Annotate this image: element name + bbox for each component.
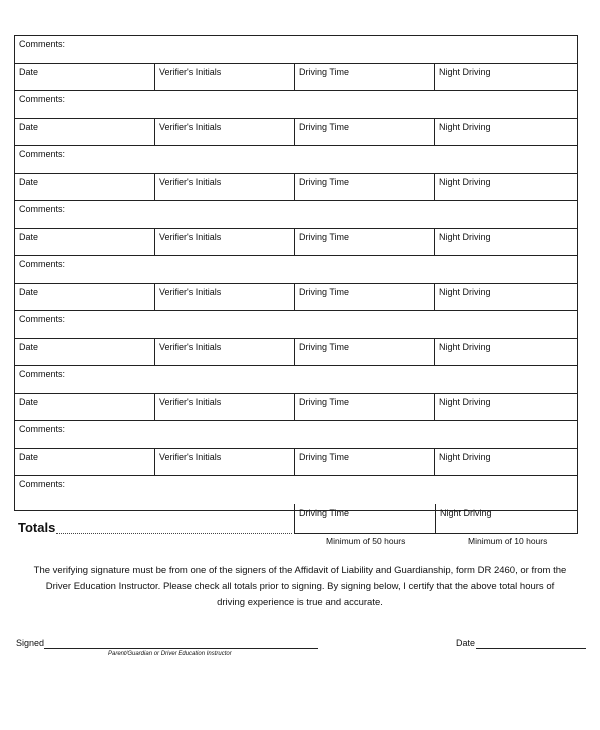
log-entry-row [15, 394, 577, 421]
date-cell[interactable]: Date [15, 449, 155, 475]
driving-time-cell[interactable]: Driving Time [295, 119, 435, 145]
comments-row[interactable] [15, 36, 577, 64]
verifier-initials-cell[interactable]: Verifier's Initials [155, 449, 295, 475]
verifier-initials-cell[interactable]: Verifier's Initials [155, 174, 295, 200]
driving-time-cell[interactable]: Driving Time [295, 229, 435, 255]
comments-label: Comments: [19, 94, 66, 104]
comments-row[interactable] [15, 311, 577, 339]
driving-time-cell[interactable]: Driving Time [295, 449, 435, 475]
driving-minimum-note: Minimum of 50 hours [326, 536, 406, 546]
comments-label: Comments: [19, 149, 66, 159]
date-cell[interactable]: Date [15, 339, 155, 365]
totals-label: Totals [18, 520, 56, 535]
totals-box [294, 504, 578, 534]
log-entry-row [15, 174, 577, 201]
comments-row[interactable] [15, 201, 577, 229]
night-driving-cell[interactable]: Night Driving [439, 342, 491, 352]
signer-caption: Parent/Guardian or Driver Education Instructor [108, 651, 232, 657]
driving-time-cell[interactable]: Driving Time [295, 284, 435, 310]
statement-line-1: The verifying signature must be from one of the signers of the Affidavit of Liability and Guardianship, form DR 2460, or from the [33, 565, 567, 576]
verifier-initials-cell[interactable]: Verifier's Initials [155, 284, 295, 310]
night-driving-cell[interactable]: Night Driving [439, 452, 491, 462]
date-cell[interactable]: Date [15, 229, 155, 255]
comments-label: Comments: [19, 369, 66, 379]
date-cell[interactable]: Date [15, 284, 155, 310]
comments-row[interactable] [15, 146, 577, 174]
log-entry-row [15, 229, 577, 256]
night-driving-cell[interactable]: Night Driving [439, 232, 491, 242]
date-line[interactable] [476, 648, 586, 649]
date-label: Date [456, 638, 476, 648]
log-entry-row [15, 449, 577, 476]
signature-line[interactable] [44, 648, 318, 649]
signed-label: Signed [16, 638, 45, 648]
driving-time-cell[interactable]: Driving Time [295, 339, 435, 365]
date-cell[interactable]: Date [15, 174, 155, 200]
driving-log-table [14, 35, 578, 511]
log-entry-row [15, 339, 577, 366]
driving-time-cell[interactable]: Driving Time [295, 64, 435, 90]
night-driving-cell[interactable]: Night Driving [439, 287, 491, 297]
totals-dotted-leader [56, 523, 292, 534]
verifier-initials-cell[interactable]: Verifier's Initials [155, 64, 295, 90]
statement-line-3: driving experience is true and accurate. [217, 597, 383, 608]
total-night-driving-cell[interactable]: Night Driving [440, 508, 492, 518]
night-driving-cell[interactable]: Night Driving [439, 397, 491, 407]
totals-section [14, 504, 578, 552]
comments-label: Comments: [19, 259, 66, 269]
date-cell[interactable]: Date [15, 394, 155, 420]
comments-row[interactable] [15, 91, 577, 119]
comments-label: Comments: [19, 39, 66, 49]
log-entry-row [15, 119, 577, 146]
comments-label: Comments: [19, 314, 66, 324]
night-driving-cell[interactable]: Night Driving [439, 122, 491, 132]
comments-label: Comments: [19, 204, 66, 214]
comments-row[interactable] [15, 256, 577, 284]
statement-line-2: Driver Education Instructor. Please check all totals prior to signing. By signing below, I certify that the above total hours of [45, 581, 555, 592]
comments-row[interactable] [15, 366, 577, 394]
comments-label: Comments: [19, 479, 66, 489]
night-minimum-note: Minimum of 10 hours [468, 536, 548, 546]
date-cell[interactable]: Date [15, 64, 155, 90]
total-driving-time-cell[interactable]: Driving Time [295, 504, 436, 533]
verifier-initials-cell[interactable]: Verifier's Initials [155, 229, 295, 255]
comments-row[interactable] [15, 421, 577, 449]
driving-time-cell[interactable]: Driving Time [295, 174, 435, 200]
verifier-initials-cell[interactable]: Verifier's Initials [155, 339, 295, 365]
night-driving-cell[interactable]: Night Driving [439, 67, 491, 77]
log-entry-row [15, 64, 577, 91]
comments-label: Comments: [19, 424, 66, 434]
night-driving-cell[interactable]: Night Driving [439, 177, 491, 187]
verifier-initials-cell[interactable]: Verifier's Initials [155, 119, 295, 145]
verifier-initials-cell[interactable]: Verifier's Initials [155, 394, 295, 420]
date-cell[interactable]: Date [15, 119, 155, 145]
driving-time-cell[interactable]: Driving Time [295, 394, 435, 420]
log-entry-row [15, 284, 577, 311]
certification-statement [20, 563, 580, 611]
